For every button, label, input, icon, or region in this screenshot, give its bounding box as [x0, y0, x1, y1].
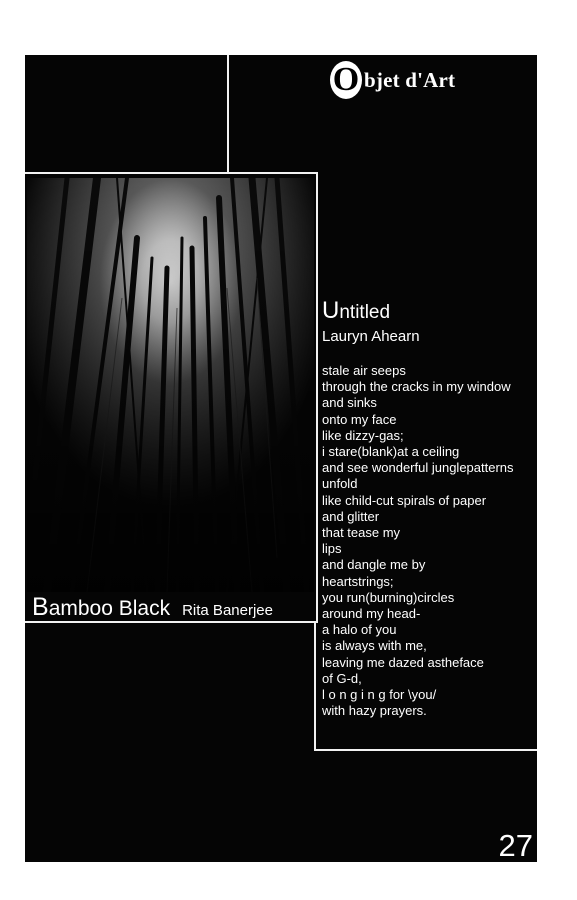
poem-line: unfold [322, 476, 358, 492]
page-number: 27 [498, 828, 533, 863]
photo-caption-title-rest: amboo Black [48, 597, 171, 620]
bamboo-forest-photo [27, 178, 314, 592]
divider-vertical-poem-left [314, 623, 316, 750]
poem-line: i stare(blank)at a ceiling [322, 444, 460, 460]
poem-line: you run(burning)circles [322, 589, 455, 605]
poem-line: heartstrings; [322, 573, 394, 589]
poem-line: leaving me dazed astheface [322, 654, 484, 670]
poem-line: that tease my [322, 525, 401, 541]
poem-line: through the cracks in my window [322, 379, 511, 395]
section-title-text: bjet d'Art [364, 67, 456, 92]
poem-line: a halo of you [322, 622, 397, 638]
divider-vertical-photo-right [316, 172, 318, 623]
photo-caption-title-initial: B [32, 593, 49, 621]
poem-line: like child-cut spirals of paper [322, 492, 487, 508]
section-title-initial: O [330, 61, 362, 99]
photo-caption-title [32, 593, 170, 622]
poem-line: and sinks [322, 395, 377, 411]
poem-title [322, 297, 537, 325]
poem-line: is always with me, [322, 638, 427, 654]
divider-vertical-top [227, 55, 229, 173]
poem-line: l o n g i n g for \you/ [322, 687, 437, 703]
poem-line: and glitter [322, 508, 380, 524]
poem-author: Lauryn Ahearn [322, 328, 420, 345]
poem-line: lips [322, 541, 342, 557]
poem-line: stale air seeps [322, 363, 406, 378]
poem-block [322, 297, 537, 719]
poem-line: onto my face [322, 411, 397, 427]
poem-line: and dangle me by [322, 557, 426, 573]
photo-caption-author: Rita Banerjee [182, 602, 273, 619]
poem-line: of G-d, [322, 670, 362, 686]
divider-horizontal-poem-bottom [314, 749, 537, 751]
poem-title-rest: ntitled [339, 302, 391, 323]
section-title [330, 58, 530, 102]
poem-line: like dizzy-gas; [322, 427, 404, 443]
poem-title-initial: U [322, 297, 340, 324]
photo-caption [32, 593, 273, 621]
poem-lines [322, 363, 537, 719]
divider-horizontal-top [25, 172, 318, 174]
poem-line: and see wonderful junglepatterns [322, 460, 514, 476]
poem-line: around my head- [322, 606, 421, 622]
poem-line: with hazy prayers. [322, 703, 427, 719]
